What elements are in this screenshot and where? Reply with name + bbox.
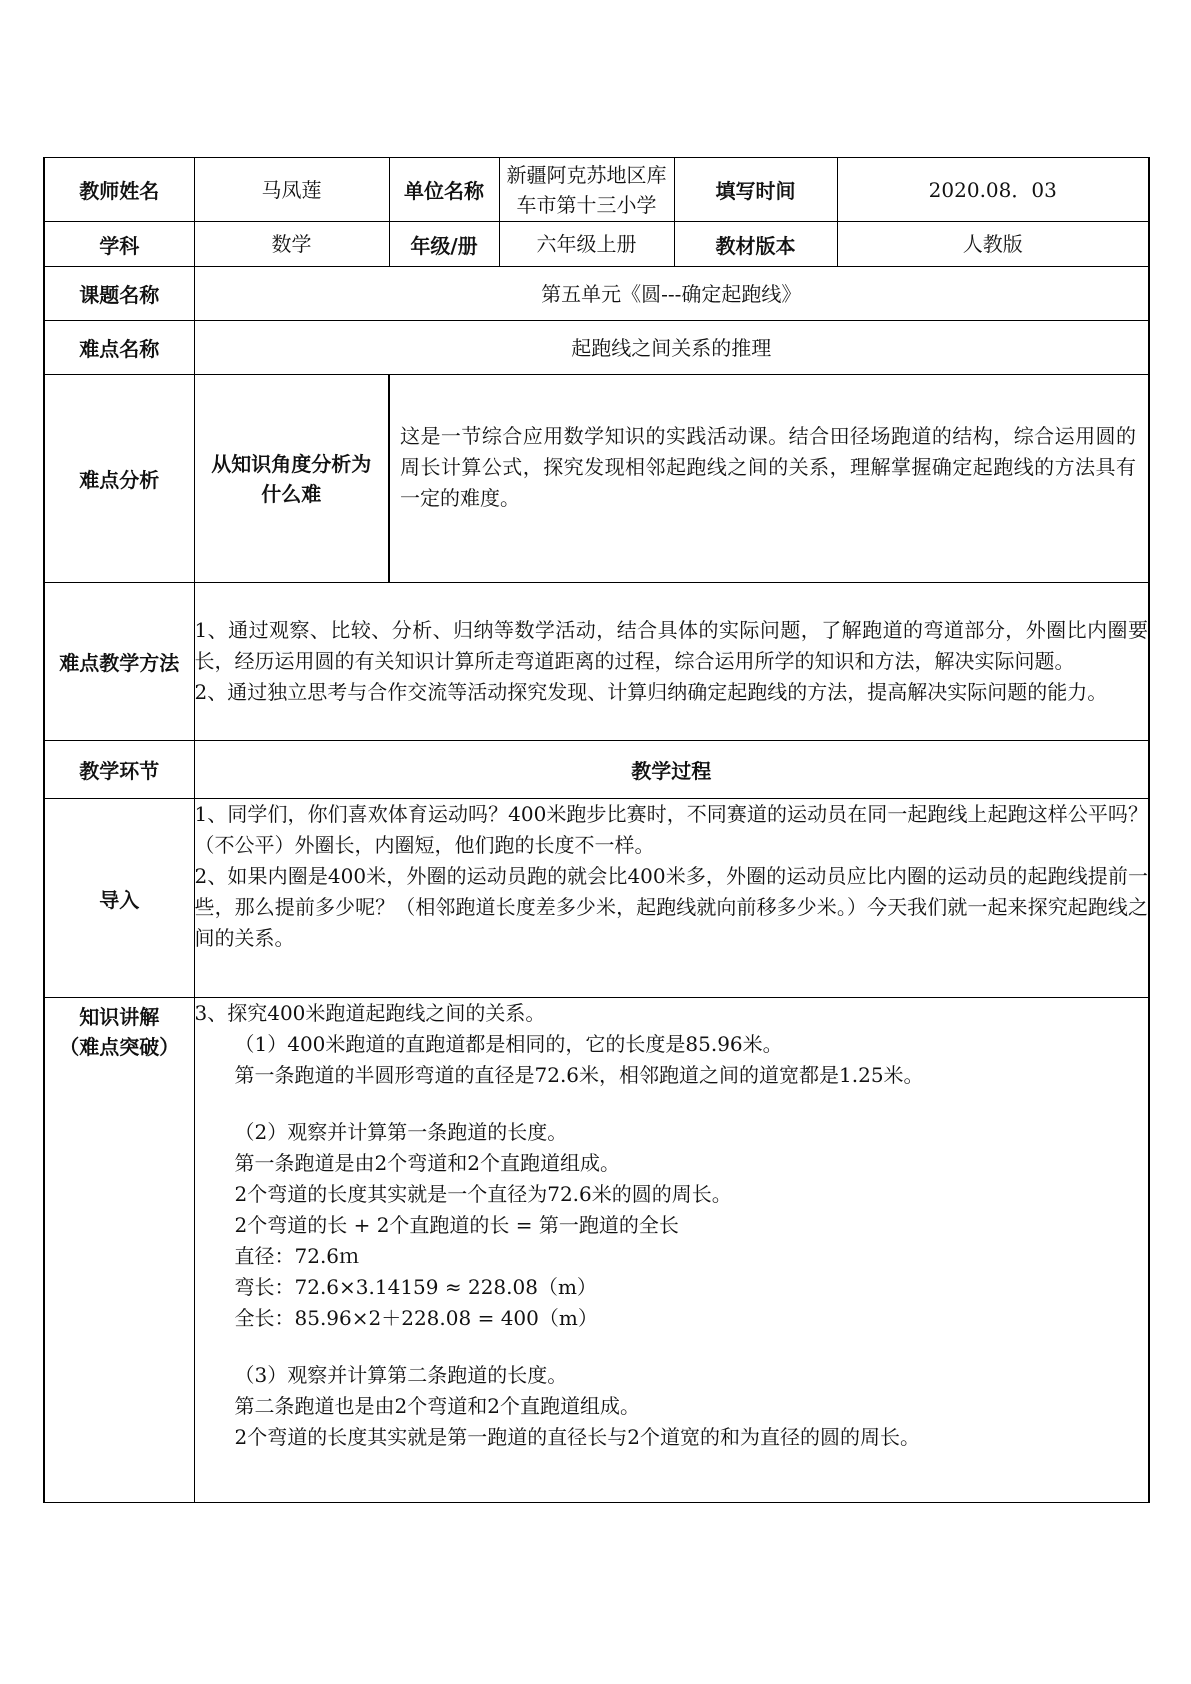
knowledge-line: （3）观察并计算第二条跑道的长度。 [234,1363,568,1387]
intro-paragraph-2: 2、如果内圈是400米，外圈的运动员跑的就会比400米多，外圈的运动员应比内圈的运动员的起跑线提前一些，那么提前多少呢？（相邻跑道长度差多少米，起跑线就向前移多少米。）今天我们就一起来探究起跑线之间的关系。 [194,864,1148,950]
spacer [195,1334,1149,1360]
difficulty-value: 起跑线之间关系的推理 [194,321,1149,375]
analysis-text: 这是一节综合应用数学知识的实践活动课。结合田径场跑道的结构，综合运用圆的周长计算公式，探究发现相邻起跑线之间的关系，理解掌握确定起跑线的方法具有一定的难度。 [400,424,1136,510]
knowledge-label-line2: （难点突破） [59,1035,180,1059]
intro-text-cell [194,799,1149,998]
spacer [195,1091,1149,1117]
knowledge-line: 2个弯道的长度其实就是第一跑道的直径长与2个道宽的和为直径的圆的周长。 [234,1425,920,1449]
knowledge-line: 直径：72.6ｍ [234,1244,360,1268]
process-stage-label: 教学环节 [44,741,194,799]
teacher-name-label: 教师姓名 [44,158,194,222]
knowledge-line: （1）400米跑道的直跑道都是相同的，它的长度是85.96米。 [234,1032,783,1056]
analysis-sublabel-line1: 从知识角度分析为 [211,451,372,476]
method-paragraph-1: 1、通过观察、比较、分析、归纳等数学活动，结合具体的实际问题，了解跑道的弯道部分，外圈比内圈要长，经历运用圆的有关知识计算所走弯道距离的过程，综合运用所学的知识和方法，解决实际问题。 [194,618,1148,673]
knowledge-text-cell [194,998,1149,1503]
knowledge-line: 全长：85.96×2＋228.08 = 400（m） [234,1306,598,1330]
analysis-sublabel-line2: 什么难 [261,481,322,506]
topic-row [44,267,1149,321]
method-row [44,583,1149,741]
analysis-text-cell [389,375,1149,583]
edition-label: 教材版本 [674,222,837,267]
method-label: 难点教学方法 [44,583,194,741]
subject-value: 数学 [194,222,389,267]
analysis-sublabel [194,375,389,583]
fill-time-value: 2020.08．03 [837,158,1149,222]
unit-name-value [499,158,674,222]
process-title: 教学过程 [194,741,1149,799]
analysis-row [44,375,1149,583]
difficulty-row [44,321,1149,375]
unit-name-line2: 车市第十三小学 [516,192,657,217]
knowledge-label-line1: 知识讲解 [79,1005,160,1029]
header-row-1 [44,158,1149,222]
intro-paragraph-1: 1、同学们，你们喜欢体育运动吗？400米跑步比赛时，不同赛道的运动员在同一起跑线上起跑这样公平吗？（不公平）外圈长，内圈短，他们跑的长度不一样。 [194,802,1148,857]
knowledge-line: 第一条跑道是由2个弯道和2个直跑道组成。 [234,1151,620,1175]
edition-value: 人教版 [837,222,1149,267]
topic-label: 课题名称 [44,267,194,321]
knowledge-line: 2个弯道的长 + 2个直跑道的长 = 第一跑道的全长 [234,1213,679,1237]
knowledge-line: 第二条跑道也是由2个弯道和2个直跑道组成。 [234,1394,640,1418]
lesson-plan-table [43,157,1150,1503]
knowledge-line: 弯长：72.6×3.14159 ≈ 228.08（m） [234,1275,597,1299]
knowledge-line: 3、探究400米跑道起跑线之间的关系。 [194,1001,546,1025]
fill-time-label: 填写时间 [674,158,837,222]
subject-label: 学科 [44,222,194,267]
intro-row [44,799,1149,998]
knowledge-line: 第一条跑道的半圆形弯道的直径是72.6米，相邻跑道之间的道宽都是1.25米。 [234,1063,924,1087]
knowledge-label [44,998,194,1503]
grade-value: 六年级上册 [499,222,674,267]
process-header-row [44,741,1149,799]
knowledge-line: 2个弯道的长度其实就是一个直径为72.6米的圆的周长。 [234,1182,732,1206]
analysis-label: 难点分析 [44,375,194,583]
difficulty-label: 难点名称 [44,321,194,375]
grade-label: 年级/册 [389,222,499,267]
method-paragraph-2: 2、通过独立思考与合作交流等活动探究发现、计算归纳确定起跑线的方法，提高解决实际问题的能力。 [194,680,1108,704]
unit-name-line1: 新疆阿克苏地区库 [506,162,667,187]
unit-name-label: 单位名称 [389,158,499,222]
intro-label: 导入 [44,799,194,998]
header-row-2 [44,222,1149,267]
knowledge-line: （2）观察并计算第一条跑道的长度。 [234,1120,568,1144]
knowledge-row [44,998,1149,1503]
topic-value: 第五单元《圆---确定起跑线》 [194,267,1149,321]
teacher-name-value: 马凤莲 [194,158,389,222]
method-text-cell [194,583,1149,741]
